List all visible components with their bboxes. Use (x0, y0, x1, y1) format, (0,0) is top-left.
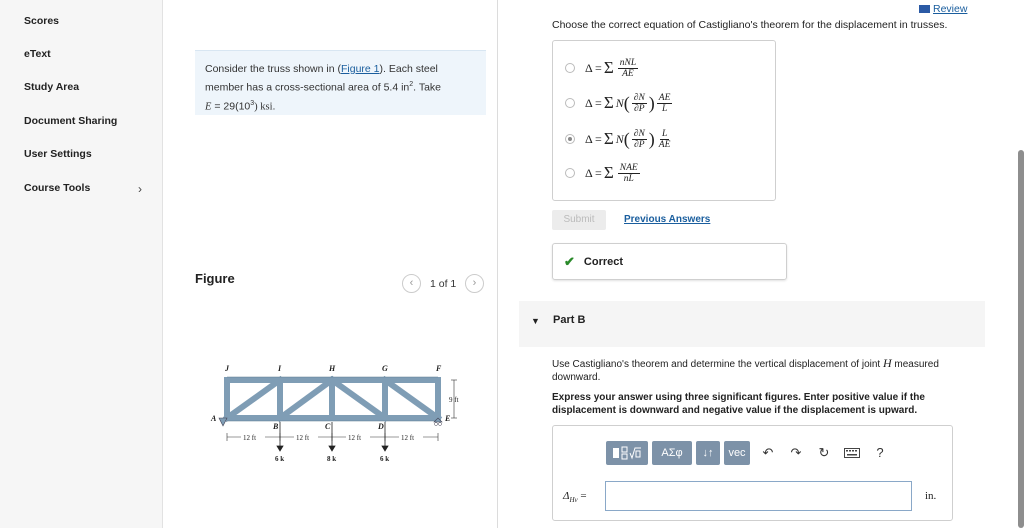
node-label-d: D (378, 422, 384, 431)
math-toolbar (606, 440, 894, 465)
reset-icon[interactable]: ↻ (818, 444, 830, 460)
chevron-left-icon[interactable]: ‹ (402, 274, 421, 293)
span-dimension-label: 12 ft (401, 434, 415, 442)
sidebar-item-etext[interactable]: eText (24, 48, 51, 60)
part-b-instructions: Express your answer using three significant figures. Enter positive value if the displacement is downward and negative value if the displacement is upward. (552, 392, 925, 416)
span-dimension-label: 12 ft (348, 434, 362, 442)
caret-down-icon[interactable]: ▼ (531, 316, 540, 326)
radio-button[interactable] (565, 168, 575, 178)
node-label-i: I (278, 364, 282, 373)
node-label-a: A (211, 414, 217, 423)
node-label-h: H (329, 364, 336, 373)
option-3[interactable]: Δ = Σ N ( $\frac{\partial N}{\partial P}$ ) $\frac{L}{AE}$ (565, 125, 674, 153)
pane-divider (497, 0, 498, 528)
load-label: 6 k (380, 455, 390, 463)
result-label: Correct (583, 255, 624, 268)
truss-figure (205, 360, 465, 468)
answer-entry-box (552, 425, 953, 521)
templates-icon[interactable] (606, 441, 648, 465)
load-label: 6 k (275, 455, 285, 463)
pin-support-icon (219, 418, 227, 426)
submit-button[interactable]: Submit (552, 210, 606, 230)
answer-unit: in. (925, 490, 937, 502)
vec-button[interactable]: vec (724, 441, 750, 465)
sidebar-item-document-sharing[interactable]: Document Sharing (24, 115, 118, 127)
part-a-question: Choose the correct equation of Castigliano's theorem for the displacement in trusses. (552, 19, 948, 31)
previous-answers-link[interactable]: Previous Answers (624, 214, 711, 225)
radio-button-selected[interactable] (565, 134, 575, 144)
part-b-question: Use Castigliano's theorem and determine the vertical displacement of joint H measured downward. (552, 356, 939, 383)
review-link[interactable]: Review (933, 3, 968, 15)
sidebar-item-course-tools[interactable]: Course Tools (24, 182, 91, 194)
answer-options (552, 40, 776, 201)
node-label-c: C (325, 422, 331, 431)
sidebar-item-study-area[interactable]: Study Area (24, 81, 80, 93)
chevron-right-icon[interactable]: › (465, 274, 484, 293)
radio-button[interactable] (565, 63, 575, 73)
sidebar (0, 0, 163, 528)
answer-input[interactable] (605, 481, 912, 511)
part-b-title: Part B (553, 314, 586, 326)
figure-link[interactable]: Figure 1 (340, 63, 380, 75)
radio-button[interactable] (565, 98, 575, 108)
option-1[interactable]: Δ = Σ $\frac{\text{nNL}}{AE}$ (565, 54, 640, 82)
figure-counter: 1 of 1 (430, 278, 457, 290)
node-label-b: B (273, 422, 279, 431)
keyboard-icon[interactable] (838, 441, 866, 465)
node-label-g: G (382, 364, 388, 373)
node-label-f: F (436, 364, 442, 373)
node-label-j: J (225, 364, 229, 373)
part-b-header[interactable] (519, 301, 985, 347)
redo-icon[interactable]: ↷ (790, 444, 802, 460)
problem-statement: Consider the truss shown in (Figure 1). Each steel member has a cross-sectional area of 5.4 $in^2$. Take $E = 29(10^3)$ ksi. (195, 50, 486, 115)
figure-title: Figure (195, 271, 235, 286)
span-dimension-label: 12 ft (296, 434, 310, 442)
node-label-e: E (445, 414, 451, 423)
option-4[interactable]: Δ = Σ $\frac{\text{NAE}}{nL}$ (565, 159, 642, 187)
chevron-right-icon[interactable]: › (138, 182, 142, 196)
scrollbar[interactable] (1018, 150, 1024, 528)
help-button[interactable]: ? (876, 445, 884, 460)
sidebar-item-user-settings[interactable]: User Settings (24, 148, 92, 160)
sidebar-item-scores[interactable]: Scores (24, 15, 60, 27)
answer-label: $\Delta_{Hv}$ = (563, 490, 587, 505)
height-dimension-label: 9 ft (449, 396, 459, 404)
result-feedback (552, 243, 787, 280)
greek-symbols-button[interactable]: ΑΣφ (652, 441, 692, 465)
checkmark-icon: ✔ (564, 253, 575, 269)
span-dimension-label: 12 ft (243, 434, 257, 442)
load-label: 8 k (327, 455, 337, 463)
undo-icon[interactable]: ↶ (762, 444, 774, 460)
sort-arrows-icon[interactable]: ↓↑ (696, 441, 720, 465)
option-2[interactable]: Δ = Σ N ( $\frac{\partial N}{\partial P}$ ) $\frac{AE}{L}$ (565, 89, 674, 117)
